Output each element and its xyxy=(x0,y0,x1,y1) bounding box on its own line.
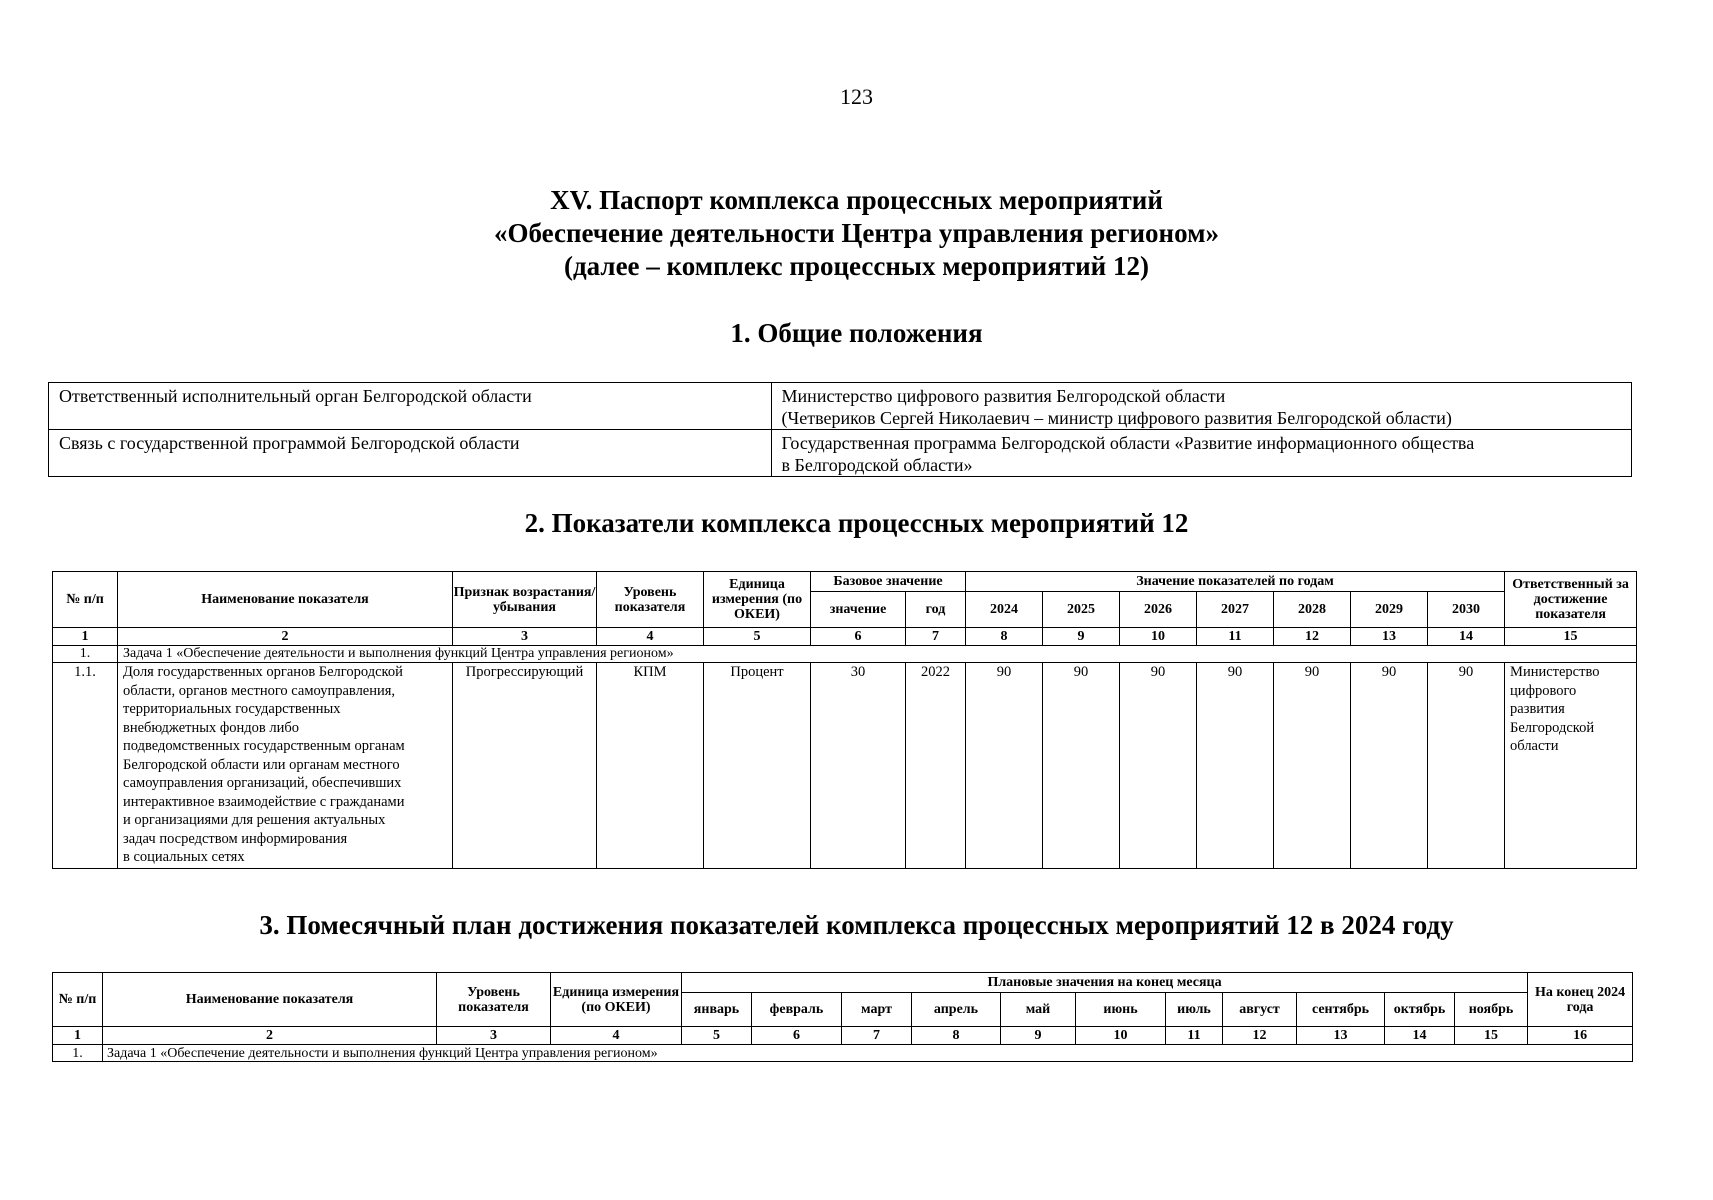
col-name-header: Наименование показателя xyxy=(118,572,453,628)
year-value: 90 xyxy=(1428,663,1505,869)
section2-title: 2. Показатели комплекса процессных мероприятий 12 xyxy=(524,508,1189,538)
responsible-line: развития xyxy=(1510,701,1565,717)
name-line: самоуправления организаций, обеспечивших xyxy=(123,775,402,791)
col-month-header: март xyxy=(842,993,912,1027)
year-value: 90 xyxy=(966,663,1043,869)
col-month-header: май xyxy=(1001,993,1076,1027)
column-number: 15 xyxy=(1505,628,1637,646)
col-num-header: № п/п xyxy=(53,572,118,628)
column-number: 13 xyxy=(1351,628,1428,646)
column-number: 10 xyxy=(1076,1027,1166,1045)
responsible xyxy=(1505,663,1637,869)
indicator-name xyxy=(118,663,453,869)
col-base-year-header: год xyxy=(906,592,966,628)
column-number: 14 xyxy=(1385,1027,1455,1045)
column-number: 8 xyxy=(912,1027,1001,1045)
col-level-header: Уровень показателя xyxy=(437,973,551,1027)
name-line: Доля государственных органов Белгородской xyxy=(123,664,403,680)
column-number: 5 xyxy=(682,1027,752,1045)
name-line: области, органов местного самоуправления, xyxy=(123,682,396,699)
column-number: 6 xyxy=(752,1027,842,1045)
column-number: 14 xyxy=(1428,628,1505,646)
indicator-sign: Прогрессирующий xyxy=(453,663,597,869)
col-month-header: февраль xyxy=(752,993,842,1027)
col-years-header: Значение показателей по годам xyxy=(966,572,1505,592)
name-line: Белгородской области или органам местного xyxy=(123,756,400,773)
document-title xyxy=(0,184,1713,283)
indicator-level: КПМ xyxy=(597,663,704,869)
year-value: 90 xyxy=(1120,663,1197,869)
name-line: и организациями для решения актуальных xyxy=(123,812,386,828)
col-level-header: Уровень показателя xyxy=(597,572,704,628)
column-number: 4 xyxy=(597,628,704,646)
task-num: 1. xyxy=(53,1045,103,1062)
column-number-row xyxy=(53,628,1637,646)
column-number: 5 xyxy=(704,628,811,646)
title-line: XV. Паспорт комплекса процессных мероприятий xyxy=(550,185,1163,215)
name-line: задач посредством информирования xyxy=(123,830,348,847)
title-line: (далее – комплекс процессных мероприятий 12) xyxy=(564,251,1149,281)
column-number: 1 xyxy=(53,1027,103,1045)
indicator-unit: Процент xyxy=(704,663,811,869)
column-number: 7 xyxy=(842,1027,912,1045)
col-year-header: 2024 xyxy=(966,592,1043,628)
column-number: 12 xyxy=(1223,1027,1297,1045)
column-number: 15 xyxy=(1455,1027,1528,1045)
col-base-value-header: значение xyxy=(811,592,906,628)
col-end-year-header: На конец 2024 года xyxy=(1528,973,1633,1027)
column-number: 8 xyxy=(966,628,1043,646)
monthly-plan-table xyxy=(52,972,1633,1062)
col-year-header: 2026 xyxy=(1120,592,1197,628)
table-row xyxy=(53,663,1637,869)
col-responsible-header: Ответственный за достижение показателя xyxy=(1505,572,1637,628)
col-month-header: сентябрь xyxy=(1297,993,1385,1027)
column-number-row xyxy=(53,1027,1633,1045)
indicators-table xyxy=(52,571,1637,869)
col-name-header: Наименование показателя xyxy=(103,973,437,1027)
name-line: внебюджетных фондов либо xyxy=(123,719,299,736)
col-year-header: 2028 xyxy=(1274,592,1351,628)
value-line: Государственная программа Белгородской области «Развитие информационного общества xyxy=(781,433,1475,453)
base-year: 2022 xyxy=(906,663,966,869)
general-value xyxy=(771,430,1631,477)
year-value: 90 xyxy=(1274,663,1351,869)
column-number: 11 xyxy=(1197,628,1274,646)
general-provisions-table xyxy=(48,382,1632,477)
column-number: 3 xyxy=(453,628,597,646)
year-value: 90 xyxy=(1197,663,1274,869)
column-number: 1 xyxy=(53,628,118,646)
col-month-header: ноябрь xyxy=(1455,993,1528,1027)
page-number: 123 xyxy=(840,84,873,109)
section1-title: 1. Общие положения xyxy=(730,318,983,348)
column-number: 9 xyxy=(1001,1027,1076,1045)
general-value xyxy=(771,383,1631,430)
col-month-header: апрель xyxy=(912,993,1001,1027)
header-row xyxy=(53,973,1633,993)
table-row xyxy=(49,383,1632,430)
column-number: 9 xyxy=(1043,628,1120,646)
responsible-line: Белгородской xyxy=(1510,719,1595,736)
col-year-header: 2027 xyxy=(1197,592,1274,628)
col-year-header: 2030 xyxy=(1428,592,1505,628)
responsible-line: области xyxy=(1510,738,1559,754)
column-number: 13 xyxy=(1297,1027,1385,1045)
column-number: 12 xyxy=(1274,628,1351,646)
col-base-header: Базовое значение xyxy=(811,572,966,592)
general-label: Связь с государственной программой Белгородской области xyxy=(49,430,772,477)
col-unit-header: Единица измерения (по ОКЕИ) xyxy=(551,973,682,1027)
task-row xyxy=(53,646,1637,663)
header-row xyxy=(53,572,1637,592)
col-month-header: октябрь xyxy=(1385,993,1455,1027)
responsible-line: цифрового xyxy=(1510,682,1577,699)
value-line: Министерство цифрового развития Белгородской области xyxy=(781,386,1226,406)
col-month-header: июнь xyxy=(1076,993,1166,1027)
row-num: 1.1. xyxy=(53,663,118,869)
column-number: 2 xyxy=(103,1027,437,1045)
col-num-header: № п/п xyxy=(53,973,103,1027)
name-line: интерактивное взаимодействие с гражданами xyxy=(123,793,405,810)
column-number: 10 xyxy=(1120,628,1197,646)
column-number: 7 xyxy=(906,628,966,646)
col-month-header: июль xyxy=(1166,993,1223,1027)
value-line: (Четвериков Сергей Николаевич – министр цифрового развития Белгородской области) xyxy=(781,408,1452,428)
column-number: 2 xyxy=(118,628,453,646)
column-number: 11 xyxy=(1166,1027,1223,1045)
task-num: 1. xyxy=(53,646,118,663)
year-value: 90 xyxy=(1351,663,1428,869)
section3-title: 3. Помесячный план достижения показателей комплекса процессных мероприятий 12 в 2024 году xyxy=(259,910,1454,940)
name-line: территориальных государственных xyxy=(123,701,341,717)
col-planned-header: Плановые значения на конец месяца xyxy=(682,973,1528,993)
task-text: Задача 1 «Обеспечение деятельности и выполнения функций Центра управления регионом» xyxy=(118,646,1637,663)
col-year-header: 2025 xyxy=(1043,592,1120,628)
col-month-header: январь xyxy=(682,993,752,1027)
task-row xyxy=(53,1045,1633,1062)
value-line: в Белгородской области» xyxy=(781,455,973,475)
year-value: 90 xyxy=(1043,663,1120,869)
col-sign-header: Признак возрастания/ убывания xyxy=(453,572,597,628)
responsible-line: Министерство xyxy=(1510,664,1600,680)
column-number: 3 xyxy=(437,1027,551,1045)
name-line: в социальных сетях xyxy=(123,849,245,865)
general-label: Ответственный исполнительный орган Белгородской области xyxy=(49,383,772,430)
task-text: Задача 1 «Обеспечение деятельности и выполнения функций Центра управления регионом» xyxy=(103,1045,1633,1062)
title-line: «Обеспечение деятельности Центра управления регионом» xyxy=(494,218,1219,248)
column-number: 6 xyxy=(811,628,906,646)
column-number: 16 xyxy=(1528,1027,1633,1045)
base-value: 30 xyxy=(811,663,906,869)
table-row xyxy=(49,430,1632,477)
col-year-header: 2029 xyxy=(1351,592,1428,628)
column-number: 4 xyxy=(551,1027,682,1045)
name-line: подведомственных государственным органам xyxy=(123,738,405,754)
col-unit-header: Единица измерения (по ОКЕИ) xyxy=(704,572,811,628)
col-month-header: август xyxy=(1223,993,1297,1027)
